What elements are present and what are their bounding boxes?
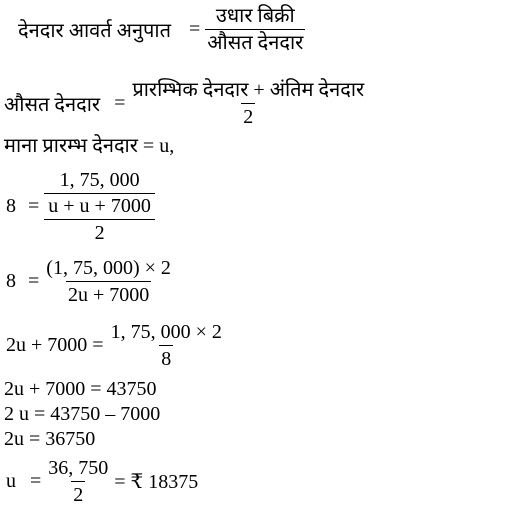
equation-eight-simplified	[6, 256, 173, 307]
eq2-equals: =	[114, 92, 126, 114]
eq2-denominator: 2	[241, 103, 255, 129]
eq6-lhs: 2u + 7000	[6, 334, 88, 356]
eq4-numerator: 1, 75, 000	[59, 169, 140, 191]
equation-assume-opening: माना प्रारम्भ देनदार = u,	[4, 135, 175, 157]
eq6-denominator: 8	[159, 345, 173, 371]
equation-debtors-turnover-ratio	[18, 4, 305, 55]
eq5-numerator: (1, 75, 000) × 2	[46, 257, 171, 279]
eq5-denominator: 2u + 7000	[66, 281, 151, 307]
eq2-fraction	[130, 78, 366, 129]
equation-eight-nested	[6, 168, 155, 245]
equation-final-u	[6, 456, 198, 507]
equation-average-debtors	[4, 78, 366, 129]
eq5-equals: =	[28, 270, 40, 292]
eq4-inner-numerator: u + u + 7000	[48, 195, 151, 217]
eq10-fraction	[46, 456, 110, 507]
eq1-lhs: देनदार आवर्त अनुपात	[18, 20, 171, 42]
eq5-lhs: 8	[6, 270, 16, 292]
eq2-lhs: औसत देनदार	[4, 94, 101, 116]
equation-2u-plus-7000	[6, 320, 224, 371]
equation-step-1: 2u + 7000 = 43750	[4, 378, 157, 400]
eq4-inner-denominator: 2	[44, 219, 155, 245]
eq6-equals: =	[92, 334, 104, 356]
eq1-equals: =	[188, 18, 201, 40]
eq4-lhs: 8	[6, 195, 16, 217]
equation-step-2: 2 u = 43750 – 7000	[4, 403, 161, 425]
eq1-denominator: औसत देनदार	[205, 29, 305, 55]
eq6-numerator: 1, 75, 000 × 2	[110, 321, 222, 343]
eq10-equals: =	[30, 470, 42, 492]
eq2-numerator: प्रारम्भिक देनदार + अंतिम देनदार	[132, 79, 365, 101]
eq4-inner-fraction	[44, 193, 155, 245]
eq4-equals: =	[28, 195, 40, 217]
eq10-lhs: u	[6, 470, 16, 492]
eq1-fraction	[205, 4, 305, 55]
eq1-numerator: उधार बिक्री	[215, 5, 295, 27]
eq4-fraction	[44, 168, 155, 245]
eq5-fraction	[44, 256, 173, 307]
eq10-result: = ₹ 18375	[114, 471, 199, 493]
eq6-fraction	[109, 320, 224, 371]
equation-step-3: 2u = 36750	[4, 428, 96, 450]
eq10-denominator: 2	[71, 481, 85, 507]
eq10-numerator: 36, 750	[48, 457, 109, 479]
